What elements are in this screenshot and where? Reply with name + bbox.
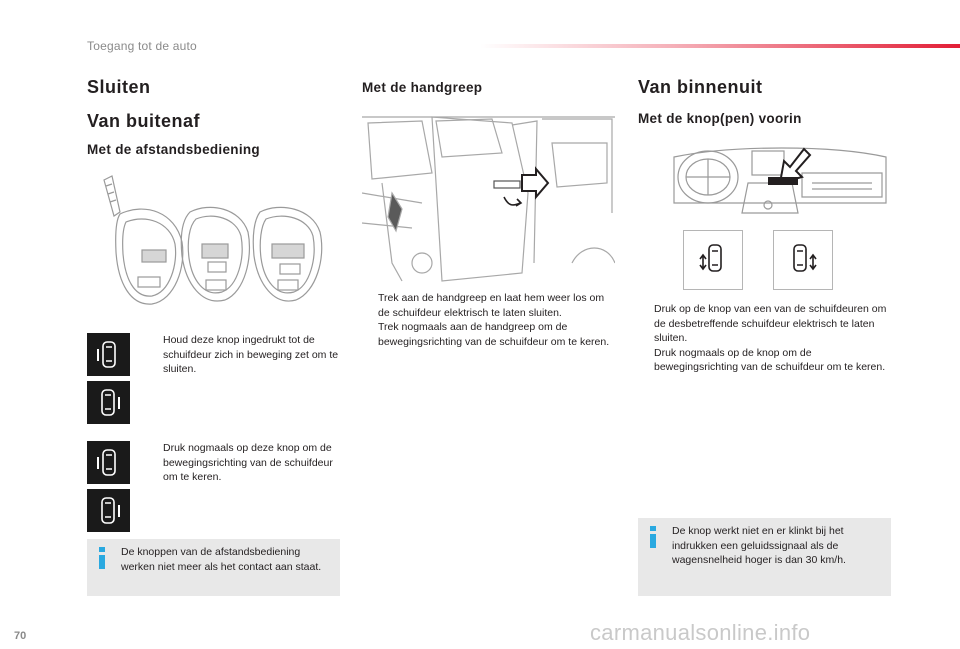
interior-right-door-button-icon bbox=[773, 230, 833, 290]
van-door-handle-illustration bbox=[362, 113, 615, 285]
sliding-door-left-icon bbox=[87, 441, 130, 484]
heading-handgreep: Met de handgreep bbox=[362, 80, 483, 95]
dashboard-illustration bbox=[672, 143, 888, 225]
sliding-door-left-icon bbox=[87, 333, 130, 376]
heading-knoppen-voorin: Met de knop(pen) voorin bbox=[638, 111, 802, 126]
heading-van-binnenuit: Van binnenuit bbox=[638, 77, 763, 97]
section-header-title: Toegang tot de auto bbox=[87, 39, 197, 53]
list-item: Trek nogmaals aan de handgreep om de bewegingsrichting van de schuifdeur om te keren. bbox=[378, 321, 610, 348]
list-item: Druk nogmaals op de knop om de bewegingsrichting van de schuifdeur om te keren. bbox=[654, 346, 886, 373]
info-box-speed bbox=[638, 518, 891, 596]
info-text-speed: De knop werkt niet en er klinkt bij het indrukken een geluidssignaal als de wagensnelheid hoger is dan 30 km/h. bbox=[672, 525, 846, 566]
interior-left-door-button-icon bbox=[683, 230, 743, 290]
handgreep-instructions bbox=[362, 291, 617, 349]
binnenuit-instructions bbox=[638, 302, 893, 375]
heading-sluiten: Sluiten bbox=[87, 77, 151, 97]
sliding-door-right-icon bbox=[87, 489, 130, 532]
info-icon bbox=[97, 547, 107, 569]
watermark: carmanualsonline.info bbox=[590, 620, 811, 645]
remote-keys-illustration bbox=[90, 172, 340, 312]
header-accent-bar bbox=[480, 44, 960, 48]
step1-instruction: Houd deze knop ingedrukt tot de schuifdeur zich in beweging zet om te sluiten. bbox=[163, 334, 339, 375]
info-text-remote: De knoppen van de afstandsbediening werken niet meer als het contact aan staat. bbox=[121, 546, 322, 573]
sliding-door-right-icon bbox=[87, 381, 130, 424]
heading-van-buitenaf: Van buitenaf bbox=[87, 111, 201, 131]
info-icon bbox=[648, 526, 658, 548]
list-item: Druk op de knop van een van de schuifdeuren om de desbetreffende schuifdeur elektrisch te laten sluiten. bbox=[654, 303, 887, 344]
page-number: 70 bbox=[14, 630, 27, 642]
step2-instruction: Druk nogmaals op deze knop om de bewegingsrichting van de schuifdeur om te keren. bbox=[163, 442, 333, 483]
info-box-remote bbox=[87, 539, 340, 596]
heading-afstandsbediening: Met de afstandsbediening bbox=[87, 142, 260, 157]
list-item: Trek aan de handgreep en laat hem weer los om de schuifdeur elektrisch te laten sluiten. bbox=[378, 292, 605, 319]
